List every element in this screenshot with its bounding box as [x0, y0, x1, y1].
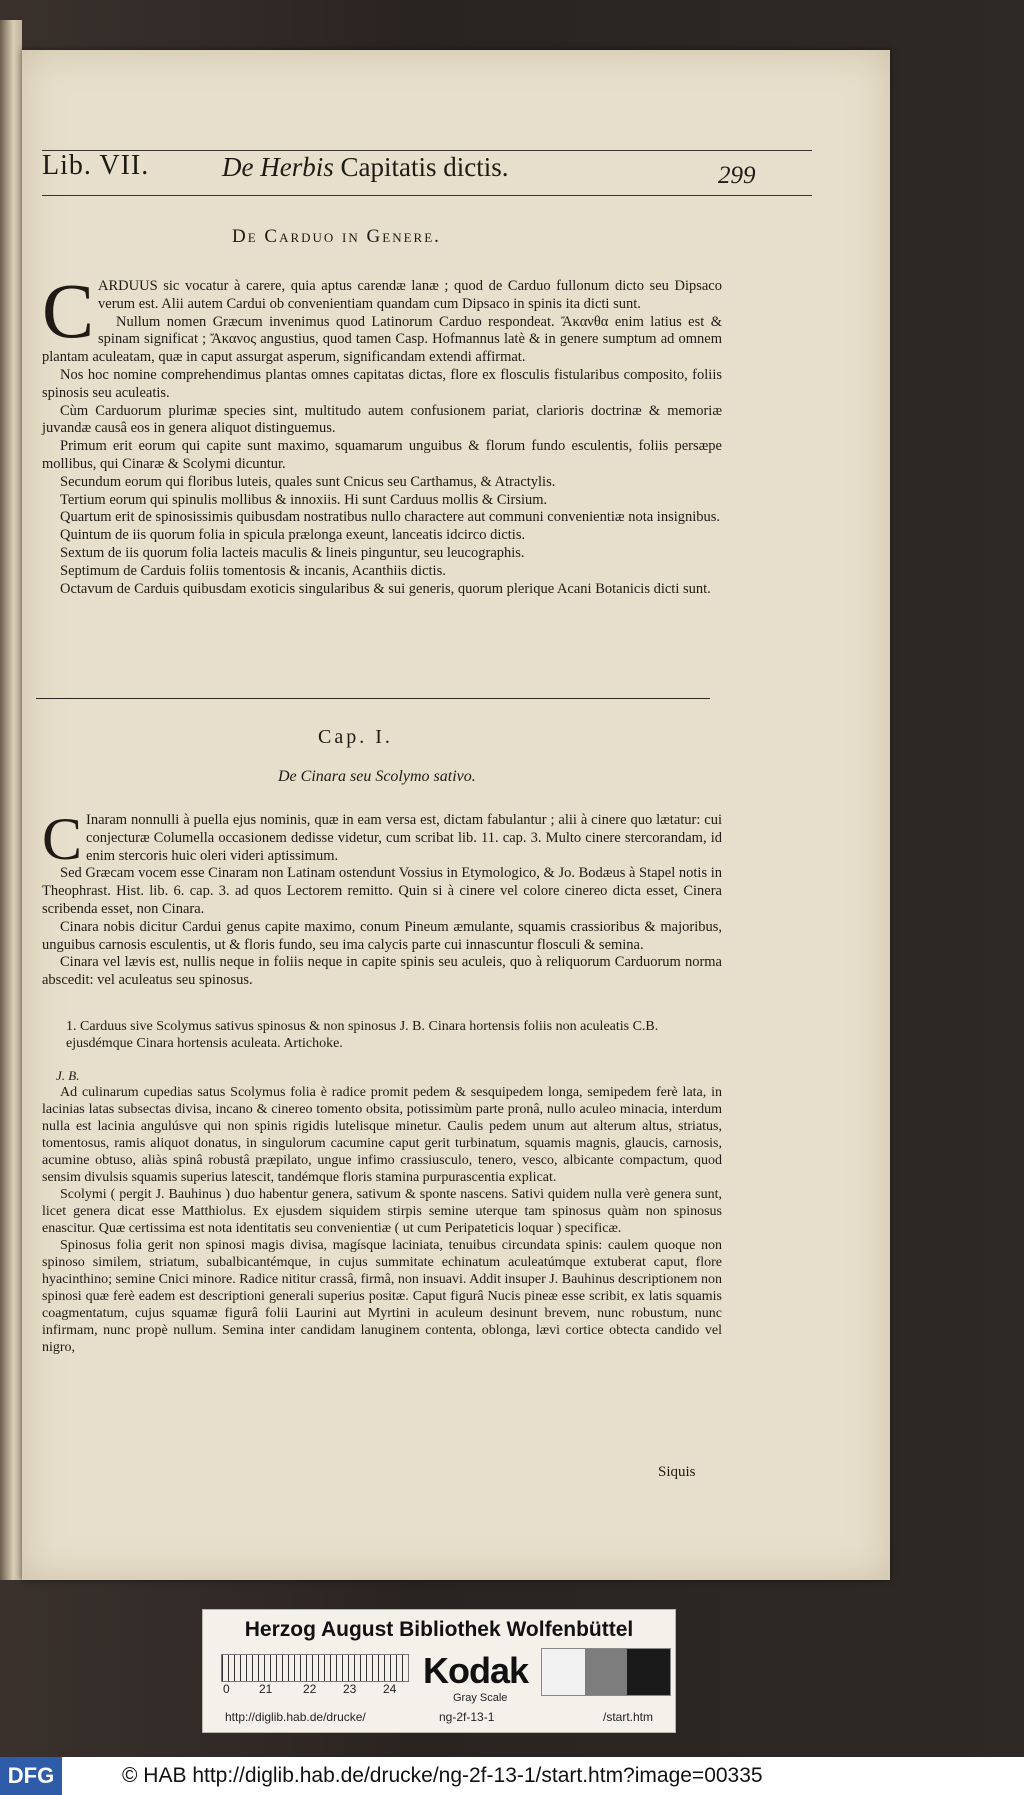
copyright-link[interactable]: © HAB http://diglib.hab.de/drucke/ng-2f-13-1/start.htm?image=00335 — [122, 1764, 763, 1787]
url-mid: ng-2f-13-1 — [439, 1710, 495, 1724]
color-target-card — [202, 1609, 676, 1733]
facing-page-edge — [0, 20, 22, 1580]
book-number: Lib. VII. — [42, 150, 150, 181]
ruler-number: 22 — [303, 1682, 317, 1696]
swatch-black — [627, 1649, 670, 1695]
description-paragraph: Scolymi ( pergit J. Bauhinus ) duo habentur genera, sativum & sponte nascens. Sativi quidem nulla verè genera sunt, licet genera dicat esse Matthiolus. Ex ejusdem siquidem stirpis semine uterque tam spinosus quàm non spinosus enascitur. Quæ certissima est nota identitatis seu convenientiæ ( ut cum Peripateticis loquar ) specificæ. — [42, 1187, 722, 1236]
header-rule-bottom — [42, 195, 812, 196]
chapter-paragraph: Sed Græcam vocem esse Cinaram non Latinam ostendunt Vossius in Etymologico, & Jo. Bodæus à Stapel notis in Theophrast. Hist. lib. 6. cap. 3. ad quos Lectorem remitto. Quin si à cinere vel colore cinereo dicta esset, Cinera scribenda esset, non Cinara. — [42, 865, 722, 917]
intro-paragraph: Nos hoc nomine comprehendimus plantas omnes capitatas dictas, flore ex flosculis fistularibus composito, foliis spinosis seu aculeatis. — [42, 366, 722, 401]
chapter-subtitle: De Cinara seu Scolymo sativo. — [278, 768, 476, 785]
catchword: Siquis — [658, 1464, 696, 1480]
description-paragraph: Ad culinarum cupedias satus Scolymus folia è radice promit pedem & sesquipedem longa, semipedem ferè lata, in lacinias latas subsectas divisa, incano & cinereo tomento obsita, potissimùm parte pronâ, nullo aculeo minacia, interdum nulla est lacinia angulúsve qui non spinis rigidis lutelisque minetur. Caulis pedem unum aut alterum altus, striatus, tomentosus, ramis aliquot donatus, in singulorum cacumine caput gerit turbinatum, squamis magnis, glaucis, carnosis, acumine obtuso, aliàs spinâ robustâ præpilato, ungue infimo crassiusculo, tenero, vesco, albicante compactum, quod sensim divulsis squamis superius latescit, tandémque floris stamina purpurascentia explicat. — [42, 1085, 722, 1185]
ruler-number: 0 — [223, 1682, 230, 1696]
intro-paragraph: ARDUUS sic vocatur à carere, quia aptus carendæ lanæ ; quod de Carduo fullonum dicto seu Dipsaco verum est. Alii autem Cardui ob convenientiam quandam cum Dipsaco in spinis ita dicti sunt. — [98, 278, 722, 312]
chapter-text — [42, 806, 722, 990]
intro-text — [42, 267, 722, 598]
chapter-dropcap: C — [42, 806, 83, 872]
chapter-title: Cap. I. — [318, 726, 393, 748]
gray-swatches — [541, 1648, 671, 1696]
ruler-number: 24 — [383, 1682, 397, 1696]
species-entry: 1. Carduus sive Scolymus sativus spinosus & non spinosus J. B. Cinara hortensis foliis non aculeatis C.B. ejusdémque Cinara hortensis aculeata. Artichoke. — [66, 1019, 659, 1051]
dfg-logo[interactable]: DFG — [0, 1757, 62, 1795]
url-right: /start.htm — [603, 1710, 654, 1724]
section-divider — [36, 698, 710, 699]
genus-item: Tertium eorum qui spinulis mollibus & innoxiis. Hi sunt Carduus mollis & Cirsium. — [60, 491, 548, 508]
intro-paragraph: Cùm Carduorum plurimæ species sint, multitudo autem confusionem pariat, clarioris doctrinæ & memoriæ juvandæ causâ eos in genera aliquot distinguemus. — [42, 402, 722, 437]
intro-dropcap: C — [42, 267, 95, 354]
genus-item: Octavum de Carduis quibusdam exoticis singularibus & sui generis, quorum plerique Acani Botanicis dicti sunt. — [60, 580, 711, 597]
description-text — [42, 1084, 722, 1356]
swatch-gray — [585, 1649, 628, 1695]
genus-item: Secundum eorum qui floribus luteis, quales sunt Cnicus seu Carthamus, & Atractylis. — [60, 473, 556, 490]
genus-item: Quintum de iis quorum folia in spicula prælonga exeunt, lanceatis idcirco dictis. — [60, 527, 526, 544]
section-title: De Carduo in Genere. — [232, 226, 441, 247]
swatch-white — [542, 1649, 585, 1695]
chapter-paragraph: Cinara vel lævis est, nullis neque in foliis neque in capite spinis seu aculeis, quo à reliquorum Carduorum norma abscedit: vel aculeatus seu spinosus. — [42, 954, 722, 989]
intro-paragraph: Nullum nomen Græcum invenimus quod Latinorum Carduo respondeat. Ἄκανθα enim latius est & spinam significat ; Ἄκανος angustius, quod tamen Casp. Hofmannus latè & in genere sumptum ad omnem plantam aculeatam, quæ in caput assurgat asperum, significandam extendi affirmat. — [42, 313, 722, 366]
chapter-paragraph: Inaram nonnulli à puella ejus nominis, quæ in eam versa est, dictam fabulantur ; alii à cinere quo lætatur: cui conjecturæ Columella occasionem dedisse videtur, cum scribat lib. 11. cap. 3. Multo cinere stercorandam, id enim stercoris huic oleri videri aptissimum. — [86, 812, 722, 864]
ruler-number: 21 — [259, 1682, 273, 1696]
book-page — [22, 50, 890, 1580]
running-title-rest: Capitatis dictis. — [340, 152, 509, 182]
running-title-italic: De Herbis — [222, 152, 334, 182]
ruler-number: 23 — [343, 1682, 357, 1696]
source-abbrev: J. B. — [56, 1068, 80, 1083]
target-urls — [203, 1710, 675, 1728]
genus-item: Septimum de Carduis foliis tomentosis & incanis, Acanthiis dictis. — [60, 562, 446, 579]
genus-item: Sextum de iis quorum folia lacteis maculis & lineis pinguntur, seu leucographis. — [60, 544, 525, 561]
footer-bar — [0, 1757, 1024, 1795]
page-number: 299 — [718, 162, 756, 189]
running-title — [222, 152, 508, 183]
kodak-logo: Kodak — [423, 1650, 529, 1691]
genus-item: Quartum erit de spinosissimis quibusdam nostratibus nullo charactere aut communi convenientiæ nota insignibus. — [60, 509, 721, 526]
description-paragraph: Spinosus folia gerit non spinosi magis divisa, magísque laciniata, tenuibus circundata spinis: caulem quoque non spinoso similem, striatum, subalbicantémque, in cujus summitate echinatum aculeatúmque extuberat caput, flore hyacinthino; semine Cnici minore. Radice nititur crassâ, firmâ, non insuavi. Addit insuper J. Bauhinus descriptionem non spinosi quæ ferè eadem est descriptioni generali superius positæ. Caput figurâ Nucis pineæ esse scribit, ex latis squamis coagmentatum, cujus squamæ figurâ folii Laurini aut Myrtini in aculeum desinunt brevem, nunc robustum, nunc infirmam, nunc propè nullum. Semina inter candidam lanuginem contenta, oblonga, lævi cortice obtecta candido vel nigro, — [42, 1238, 722, 1355]
chapter-paragraph: Cinara nobis dicitur Cardui genus capite maximo, conum Pineum æmulante, squamis crassioribus & majoribus, unguibus carnosis esculentis, ut & floris fundo, seu ima calycis parte cui innascuntur flosculi & semina. — [42, 918, 722, 953]
scale-ruler — [221, 1654, 409, 1682]
url-left: http://diglib.hab.de/drucke/ — [225, 1710, 366, 1724]
gray-scale-label: Gray Scale — [453, 1692, 508, 1704]
header-rule-top — [42, 150, 812, 151]
genus-item: Primum erit eorum qui capite sunt maximo, squamarum unguibus & florum fundo esculentis, foliis persæpe mollibus, qui Cinaræ & Scolymi dicuntur. — [42, 438, 722, 472]
library-name: Herzog August Bibliothek Wolfenbüttel — [244, 1618, 634, 1641]
